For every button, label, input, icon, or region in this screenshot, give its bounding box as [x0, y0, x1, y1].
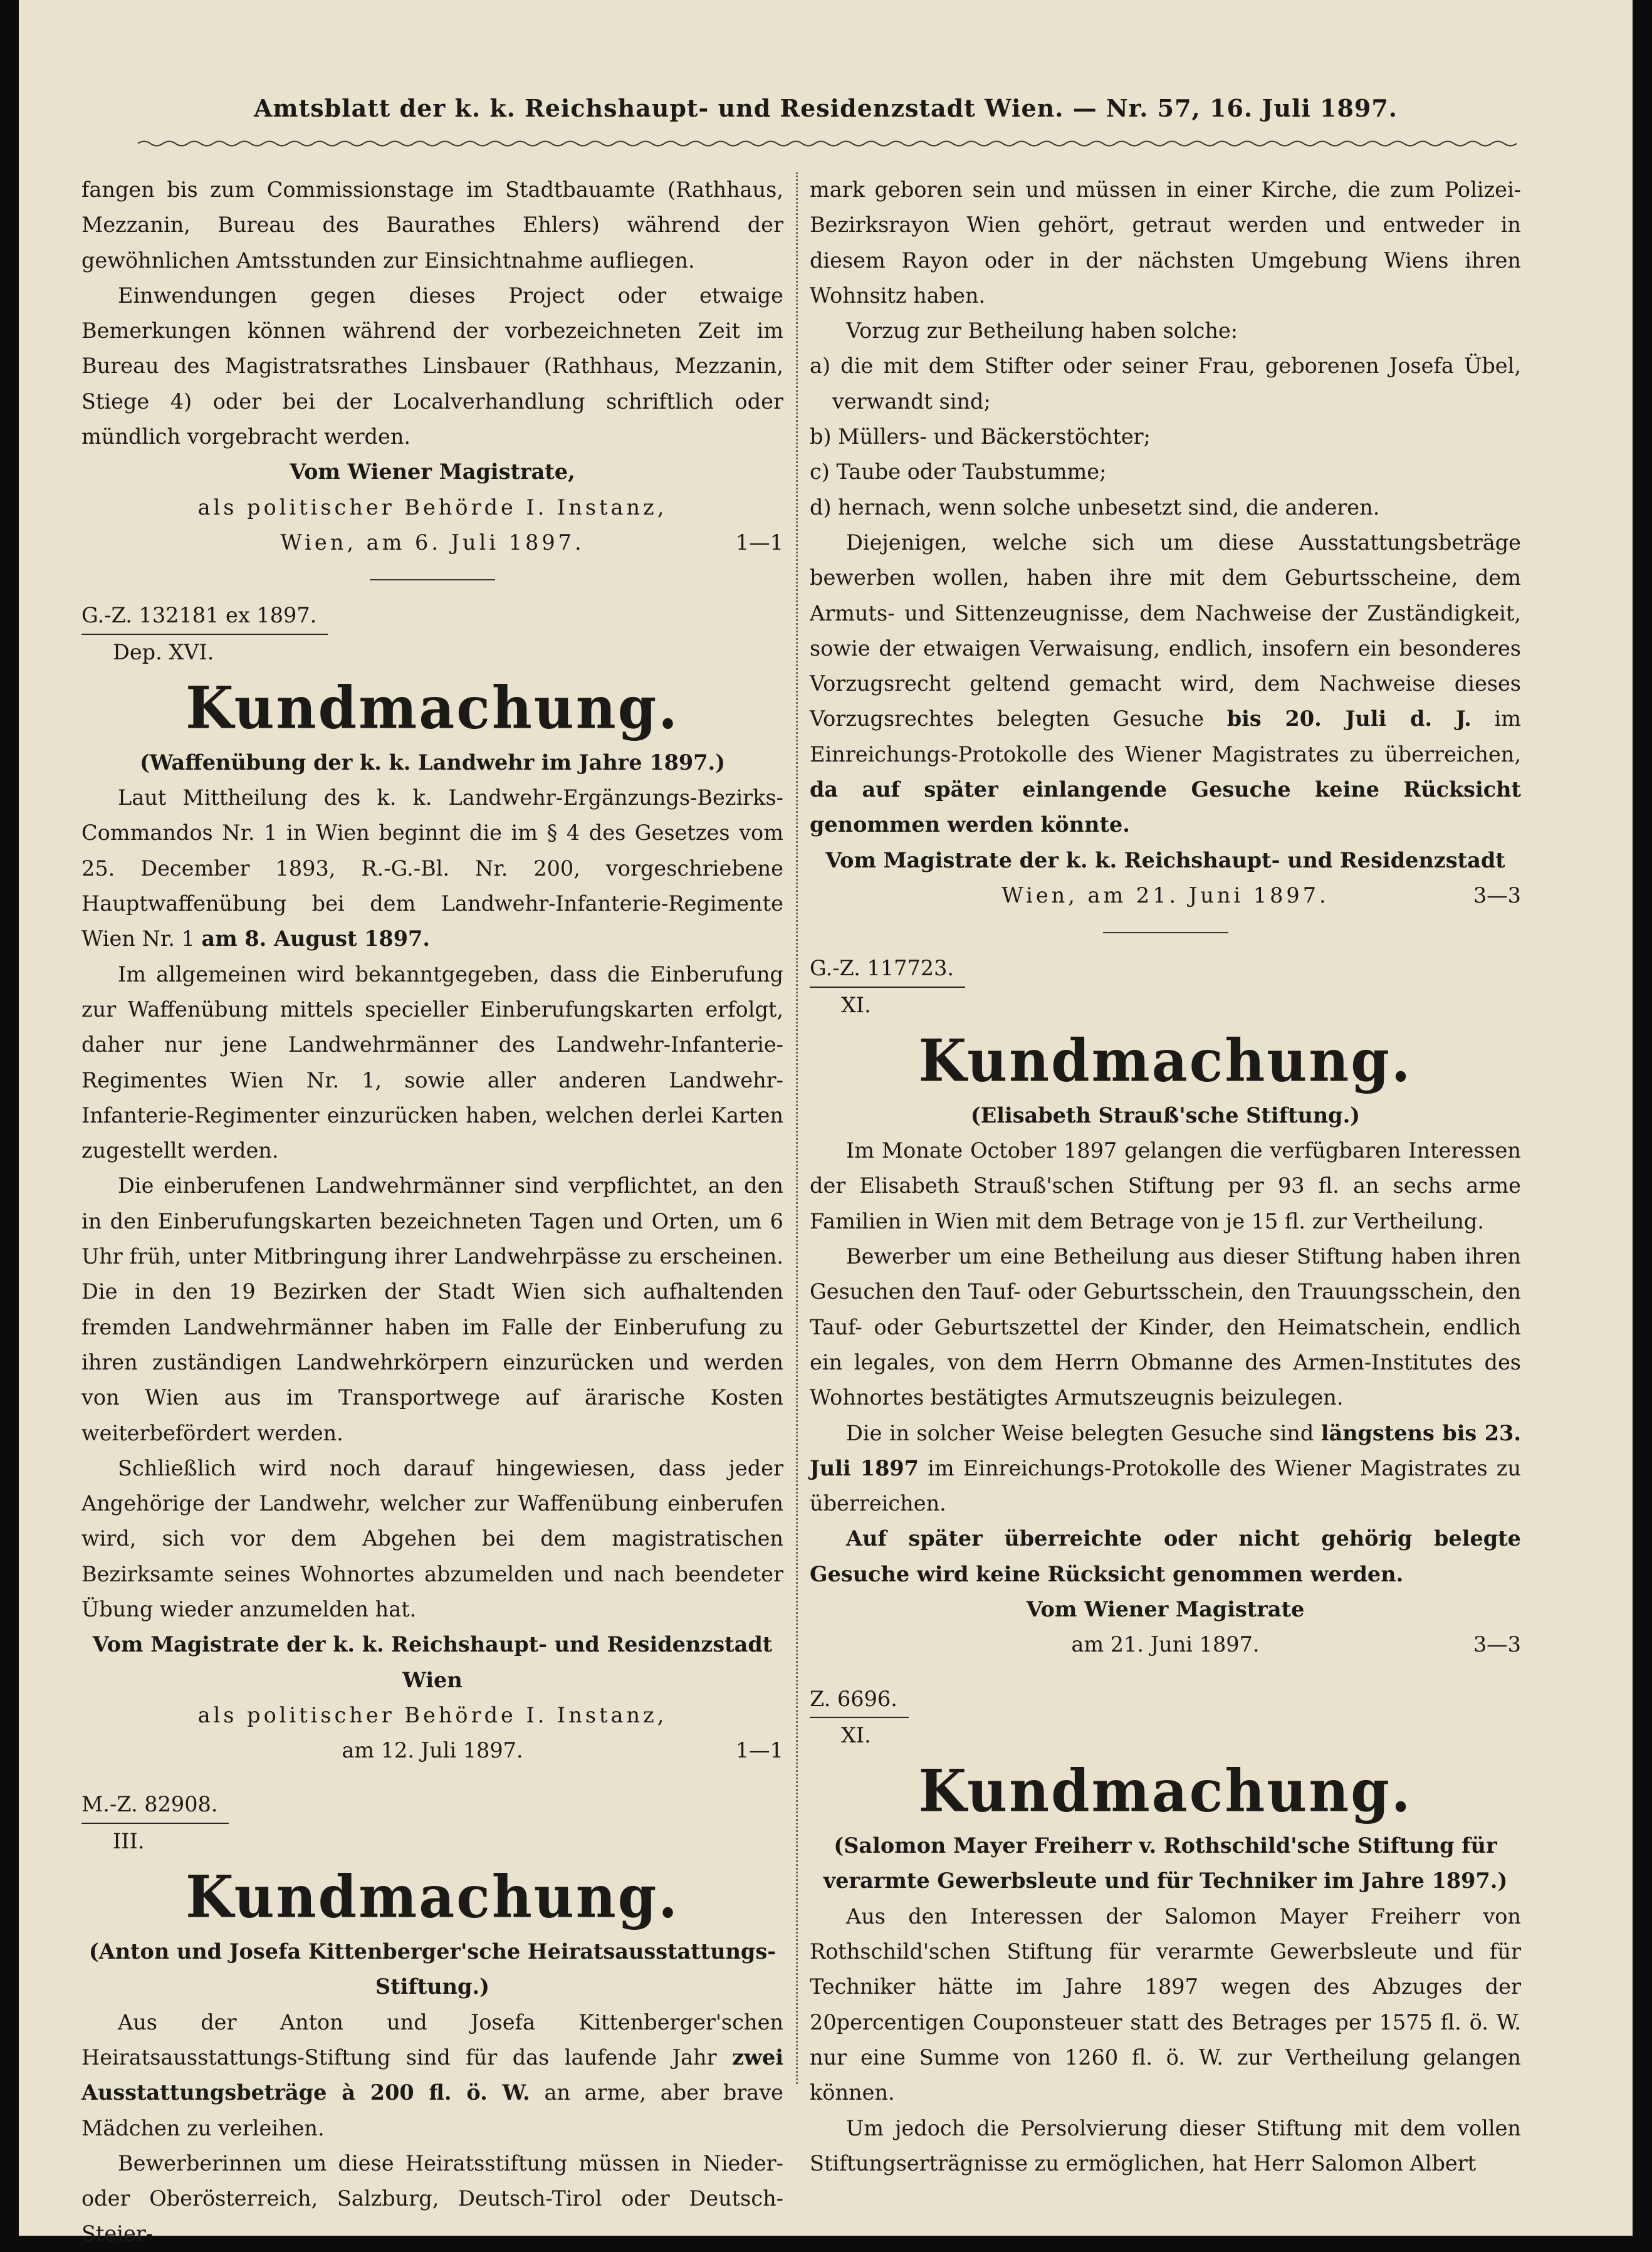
cont-signature: Vom Magistrate der k. k. Reichshaupt- und Residenzstadt [825, 847, 1505, 872]
notice-text: an arme, aber brave Mädchen zu verleihen. [81, 2080, 784, 2140]
notice-subtitle: (Anton und Josefa Kittenberger'sche Heiratsausstattungs-Stiftung.) [88, 1939, 776, 1999]
notice-paragraph: Bewerberinnen um diese Heiratsstiftung müssen in Nieder- oder Oberösterreich, Salzburg, Deutsch-Tirol oder Deutsch-Steier- [81, 2150, 783, 2246]
left-column [81, 172, 784, 2246]
notice-bold-text: zwei Ausstattungsbeträge à 200 fl. ö. W. [81, 2045, 783, 2105]
cont-signature: Vom Wiener Magistrate, [290, 459, 575, 484]
list-item: d) hernach, wenn solche unbesetzt sind, die anderen. [810, 495, 1380, 520]
notice-paragraph: Im Monate October 1897 gelangen die verfügbaren Interessen der Elisabeth Strauß'schen Stiftung per 93 fl. an sechs arme Familien in Wien mit dem Betrage von je 15 fl. zur Vertheilung. [810, 1138, 1521, 1233]
notice-ref: Z. 6696. [810, 1682, 909, 1718]
cont-date: Wien, am 6. Juli 1897. [280, 530, 585, 555]
notice-ref: G.-Z. 132181 ex 1897. [81, 598, 328, 634]
list-item: a) die mit dem Stifter oder seiner Frau, geborenen Josefa Übel, verwandt sind; [810, 354, 1521, 414]
separator [1103, 932, 1228, 933]
notice-text: Die in solcher Weise belegten Gesuche sind [846, 1420, 1314, 1445]
notice-title: Kundmachung. [186, 1862, 679, 1931]
cont-paragraph: fangen bis zum Commissionstage im Stadtbauamte (Rathhaus, Mezzanin, Bureau des Baurathes Ehlers) während der gewöhnlichen Amtsstunden zur Einsichtnahme aufliegen. [81, 177, 783, 273]
notice-text: Laut Mittheilung des k. k. Landwehr-Ergänzungs-Bezirks-Commandos Nr. 1 in Wien beginnt die im § 4 des Gesetzes vom 25. December 1893, R.-G.-Bl. Nr. 200, vorgeschriebene Hauptwaffenübung bei dem Landwehr-Infanterie-Regimente Wien Nr. 1 [81, 785, 783, 951]
list-item: b) Müllers- und Bäckerstöchter; [810, 424, 1151, 449]
notice-text: im Einreichungs-Protokolle des Wiener Magistrates zu überreichen, [810, 706, 1522, 767]
notice-date: am 12. Juli 1897. [342, 1738, 523, 1763]
column-divider [796, 172, 798, 2084]
cont-date: Wien, am 21. Juni 1897. [1001, 882, 1329, 908]
notice-paragraph: Aus den Interessen der Salomon Mayer Freiherr von Rothschild'schen Stiftung für verarmte Gewerbsleute und für Techniker hätte im Jahre 1897 wegen des Abzuges der 20percentigen Couponsteuer statt des Betrages per 1575 fl. ö. W. nur eine Summe von 1260 fl. ö. W. zur Vertheilung gelangen können. [810, 1904, 1521, 2105]
notice-tag: 1—1 [735, 1738, 783, 1763]
header-wavy-rule [138, 139, 1517, 148]
notice-authority: als politischer Behörde I. Instanz, [197, 1702, 667, 1727]
notice-paragraph: Im allgemeinen wird bekanntgegeben, dass die Einberufung zur Waffenübung mittels specieller Einberufungskarten erfolgt, daher nur jene Landwehrmänner des Landwehr-Infanterie-Regimentes Wien Nr. 1, sowie aller anderen Landwehr-Infanterie-Regimenter einzurücken haben, welchen derlei Karten zugestellt werden. [81, 961, 783, 1163]
notice-paragraph: Bewerber um eine Betheilung aus dieser Stiftung haben ihren Gesuchen den Tauf- oder Geburtsschein, den Trauungsschein, den Tauf- oder Geburtszettel der Kinder, den Heimatschein, endlich ein legales, von dem Herrn Obmanne des Armen-Institutes des Wohnortes bestätigtes Armutszeugnis beizulegen. [810, 1244, 1521, 1410]
notice-date-row [81, 1733, 783, 1768]
cont-tag: 3—3 [1473, 882, 1521, 908]
notice-paragraph [810, 525, 1521, 843]
notice-strauss [810, 951, 1521, 1662]
notice-subtitle: (Waffenübung der k. k. Landwehr im Jahre 1897.) [139, 750, 726, 775]
notice-tag: 3—3 [1473, 1632, 1521, 1657]
notice-warning: Auf später überreichte oder nicht gehörig belegte Gesuche wird keine Rücksicht genommen werden. [810, 1526, 1521, 1586]
notice-kittenberger [81, 1787, 783, 2251]
notice-date: am 21. Juni 1897. [1071, 1632, 1260, 1657]
notice-bold-text: bis 20. Juli d. J. [1226, 706, 1472, 731]
notice-rothschild [810, 1682, 1521, 2182]
notice-text: Aus der Anton und Josefa Kittenberger'schen Heiratsausstattungs-Stiftung sind für das laufende Jahr [81, 2009, 783, 2070]
notice-bold-text: da auf später einlangende Gesuche keine Rücksicht genommen werden könnte. [810, 777, 1521, 837]
notice-paragraph [81, 2005, 783, 2146]
notice-dep: III. [113, 1828, 145, 1853]
notice-subtitle: (Elisabeth Strauß'sche Stiftung.) [970, 1102, 1361, 1128]
notice-signature: Vom Magistrate der k. k. Reichshaupt- und Residenzstadt Wien [92, 1632, 773, 1692]
cont-paragraph: mark geboren sein und müssen in einer Kirche, die zum Polizei-Bezirksrayon Wien gehört, getraut werden und entweder in diesem Rayon oder in der nächsten Umgebung Wiens ihren Wohnsitz haben. [810, 177, 1521, 308]
right-column [810, 172, 1521, 2209]
cont-date-row [810, 878, 1521, 913]
cont-authority: als politischer Behörde I. Instanz, [197, 495, 667, 520]
notice-dep: Dep. XVI. [113, 639, 214, 664]
notice-signature: Vom Wiener Magistrate [1026, 1596, 1305, 1621]
cont-date-row [81, 525, 783, 560]
notice-title: Kundmachung. [918, 1026, 1413, 1095]
notice-paragraph [81, 780, 783, 956]
cont-paragraph-2: Einwendungen gegen dieses Project oder etwaige Bemerkungen können während der vorbezeichneten Zeit im Bureau des Magistratsrathes Linsbauer (Rathhaus, Mezzanin, Stiege 4) oder bei der Localverhandlung schriftlich oder mündlich vorgebracht werden. [81, 283, 783, 449]
list-item: c) Taube oder Taubstumme; [810, 459, 1107, 484]
notice-title: Kundmachung. [186, 673, 679, 742]
notice-dep: XI. [841, 1722, 871, 1747]
separator [370, 579, 495, 580]
notice-paragraph: Schließlich wird noch darauf hingewiesen, dass jeder Angehörige der Landwehr, welcher zur Waffenübung einberufen wird, sich vor dem Abgehen bei dem magistratischen Bezirksamte seines Wohnortes abzumelden und nach beendeter Übung wieder anzumelden hat. [81, 1455, 783, 1621]
notice-title: Kundmachung. [918, 1756, 1413, 1825]
notice-text: im Einreichungs-Protokolle des Wiener Magistrates zu überreichen. [810, 1455, 1522, 1516]
page-header: Amtsblatt der k. k. Reichshaupt- und Residenzstadt Wien. — Nr. 57, 16. Juli 1897. [253, 94, 1398, 122]
notice-dep: XI. [841, 992, 871, 1017]
notice-paragraph: Die einberufenen Landwehrmänner sind verpflichtet, an den in den Einberufungskarten bezeichneten Tagen und Orten, um 6 Uhr früh, unter Mitbringung ihrer Landwehrpässe zu erscheinen. Die in den 19 Bezirken der Stadt Wien sich aufhaltenden fremden Landwehrmänner haben im Falle der Einberufung zu ihren zuständigen Landwehrkörpern einzurücken und werden von Wien aus im Transportwege auf ärarische Kosten weiterbefördert werden. [81, 1173, 783, 1445]
vorzug-intro: Vorzug zur Betheilung haben solche: [846, 318, 1238, 343]
notice-date-row [810, 1627, 1521, 1662]
notice-subtitle: (Salomon Mayer Freiherr v. Rothschild'sche Stiftung für verarmte Gewerbsleute und für Techniker im Jahre 1897.) [823, 1833, 1508, 1893]
notice-ref: G.-Z. 117723. [810, 951, 965, 987]
notice-paragraph [810, 1416, 1521, 1522]
cont-tag: 1—1 [735, 530, 783, 555]
notice-text: Diejenigen, welche sich um diese Ausstattungsbeträge bewerben wollen, haben ihre mit dem Geburtsscheine, dem Armuts- und Sittenzeugnisse, dem Nachweise der Zuständigkeit, sowie der etwaigen Verwaisung, endlich, insofern ein besonderes Vorzugsrecht geltend gemacht wird, dem Nachweise dieses Vorzugsrechtes belegten Gesuche [810, 530, 1521, 731]
notice-bold-text: am 8. August 1897. [201, 926, 431, 951]
notice-bold-text: längstens bis 23. Juli 1897 [810, 1420, 1521, 1480]
newspaper-page [19, 0, 1633, 2246]
notice-waffenuebung [81, 598, 783, 1768]
notice-paragraph: Um jedoch die Persolvierung dieser Stiftung mit dem vollen Stiftungserträgnisse zu ermöglichen, hat Herr Salomon Albert [810, 2115, 1521, 2176]
notice-ref: M.-Z. 82908. [81, 1787, 229, 1823]
